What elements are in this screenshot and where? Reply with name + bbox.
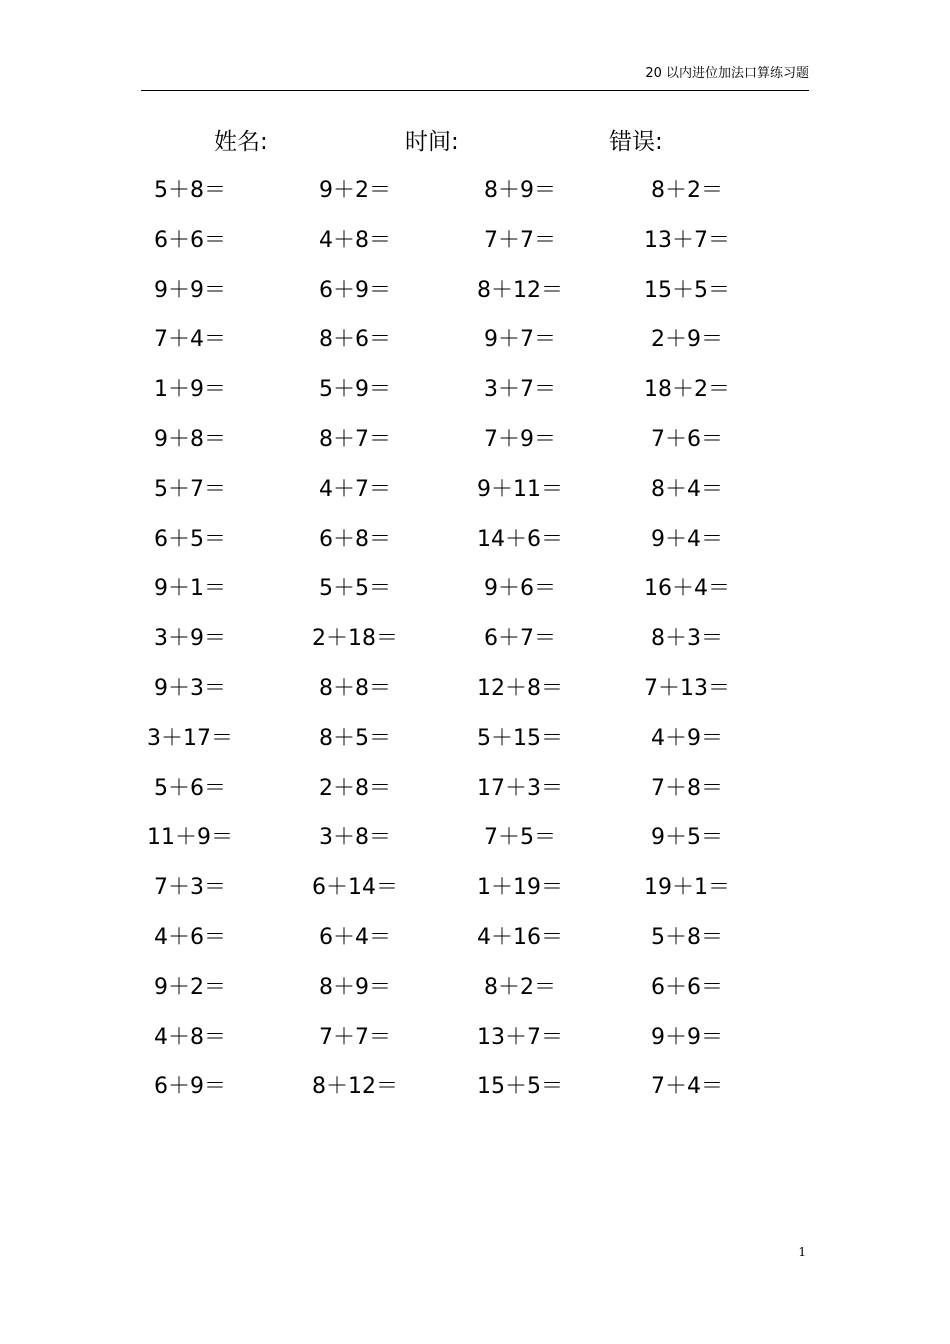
problem-row: [0, 619, 950, 669]
arithmetic-problem: 9＋1＝: [154, 576, 226, 602]
problem-row: [0, 171, 950, 221]
arithmetic-problem: 3＋7＝: [484, 377, 556, 403]
arithmetic-problem: 9＋5＝: [651, 825, 723, 851]
problem-row: [0, 470, 950, 520]
arithmetic-problem: 6＋6＝: [651, 974, 723, 1000]
arithmetic-problem: 3＋17＝: [147, 725, 233, 751]
arithmetic-problem: 9＋8＝: [154, 426, 226, 452]
time-label: 时间:: [405, 129, 459, 155]
problem-row: [0, 1067, 950, 1117]
arithmetic-problem: 15＋5＝: [644, 277, 730, 303]
arithmetic-problem: 9＋9＝: [651, 1024, 723, 1050]
arithmetic-problem: 14＋6＝: [477, 526, 563, 552]
arithmetic-problem: 5＋9＝: [319, 377, 391, 403]
problem-row: [0, 918, 950, 968]
problem-row: [0, 420, 950, 470]
problem-row: [0, 370, 950, 420]
arithmetic-problem: 6＋9＝: [319, 277, 391, 303]
arithmetic-problem: 8＋4＝: [651, 476, 723, 502]
problem-row: [0, 221, 950, 271]
arithmetic-problem: 13＋7＝: [644, 227, 730, 253]
arithmetic-problem: 9＋4＝: [651, 526, 723, 552]
arithmetic-problem: 8＋8＝: [319, 675, 391, 701]
arithmetic-problem: 1＋9＝: [154, 377, 226, 403]
arithmetic-problem: 6＋4＝: [319, 924, 391, 950]
arithmetic-problem: 7＋9＝: [484, 426, 556, 452]
arithmetic-problem: 5＋8＝: [651, 924, 723, 950]
arithmetic-problem: 13＋7＝: [477, 1024, 563, 1050]
arithmetic-problem: 7＋7＝: [484, 227, 556, 253]
arithmetic-problem: 8＋9＝: [319, 974, 391, 1000]
arithmetic-problem: 11＋9＝: [147, 825, 233, 851]
problem-row: [0, 669, 950, 719]
arithmetic-problem: 4＋7＝: [319, 476, 391, 502]
page-header: [141, 62, 809, 91]
arithmetic-problem: 8＋5＝: [319, 725, 391, 751]
arithmetic-problem: 3＋9＝: [154, 626, 226, 652]
arithmetic-problem: 7＋7＝: [319, 1024, 391, 1050]
arithmetic-problem: 5＋5＝: [319, 576, 391, 602]
arithmetic-problem: 6＋6＝: [154, 227, 226, 253]
arithmetic-problem: 5＋7＝: [154, 476, 226, 502]
arithmetic-problem: 7＋6＝: [651, 426, 723, 452]
problem-row: [0, 520, 950, 570]
arithmetic-problem: 7＋4＝: [651, 1074, 723, 1100]
arithmetic-problem: 6＋9＝: [154, 1074, 226, 1100]
arithmetic-problem: 6＋14＝: [312, 875, 398, 901]
arithmetic-problem: 5＋8＝: [154, 178, 226, 203]
arithmetic-problem: 9＋6＝: [484, 576, 556, 602]
arithmetic-problem: 8＋7＝: [319, 426, 391, 452]
arithmetic-problem: 4＋16＝: [477, 924, 563, 950]
arithmetic-problem: 4＋6＝: [154, 924, 226, 950]
arithmetic-problem: 7＋5＝: [484, 825, 556, 851]
problem-row: [0, 818, 950, 868]
arithmetic-problem: 12＋8＝: [477, 675, 563, 701]
error-label: 错误:: [609, 129, 663, 155]
problem-row: [0, 719, 950, 769]
arithmetic-problem: 8＋12＝: [312, 1074, 398, 1100]
problem-row: [0, 1018, 950, 1068]
arithmetic-problem: 16＋4＝: [644, 576, 730, 602]
page-number: 1: [798, 1245, 806, 1259]
problem-row: [0, 271, 950, 321]
arithmetic-problem: 6＋7＝: [484, 626, 556, 652]
arithmetic-problem: 9＋7＝: [484, 327, 556, 353]
problem-row: [0, 868, 950, 918]
problem-row: [0, 968, 950, 1018]
arithmetic-problem: 3＋8＝: [319, 825, 391, 851]
arithmetic-problem: 7＋4＝: [154, 327, 226, 353]
arithmetic-problem: 4＋9＝: [651, 725, 723, 751]
header-title: 20 以内进位加法口算练习题: [645, 66, 809, 81]
problem-row: [0, 769, 950, 819]
problem-row: [0, 569, 950, 619]
arithmetic-problem: 8＋3＝: [651, 626, 723, 652]
arithmetic-problem: 7＋13＝: [644, 675, 730, 701]
problem-row: [0, 320, 950, 370]
arithmetic-problem: 4＋8＝: [154, 1024, 226, 1050]
arithmetic-problem: 17＋3＝: [477, 775, 563, 801]
arithmetic-problem: 8＋2＝: [484, 974, 556, 1000]
arithmetic-problem: 8＋12＝: [477, 277, 563, 303]
arithmetic-problem: 9＋9＝: [154, 277, 226, 303]
arithmetic-problem: 18＋2＝: [644, 377, 730, 403]
arithmetic-problem: 7＋3＝: [154, 875, 226, 901]
problem-grid: [0, 171, 950, 1117]
arithmetic-problem: 6＋5＝: [154, 526, 226, 552]
arithmetic-problem: 2＋8＝: [319, 775, 391, 801]
arithmetic-problem: 9＋2＝: [319, 178, 391, 203]
student-info-row: [0, 124, 950, 160]
arithmetic-problem: 9＋3＝: [154, 675, 226, 701]
arithmetic-problem: 7＋8＝: [651, 775, 723, 801]
arithmetic-problem: 2＋9＝: [651, 327, 723, 353]
arithmetic-problem: 8＋9＝: [484, 178, 556, 203]
arithmetic-problem: 4＋8＝: [319, 227, 391, 253]
arithmetic-problem: 9＋11＝: [477, 476, 563, 502]
arithmetic-problem: 5＋6＝: [154, 775, 226, 801]
arithmetic-problem: 6＋8＝: [319, 526, 391, 552]
arithmetic-problem: 8＋6＝: [319, 327, 391, 353]
arithmetic-problem: 8＋2＝: [651, 178, 723, 203]
name-label: 姓名:: [214, 129, 268, 155]
arithmetic-problem: 15＋5＝: [477, 1074, 563, 1100]
arithmetic-problem: 5＋15＝: [477, 725, 563, 751]
arithmetic-problem: 19＋1＝: [644, 875, 730, 901]
arithmetic-problem: 1＋19＝: [477, 875, 563, 901]
arithmetic-problem: 2＋18＝: [312, 626, 398, 652]
arithmetic-problem: 9＋2＝: [154, 974, 226, 1000]
